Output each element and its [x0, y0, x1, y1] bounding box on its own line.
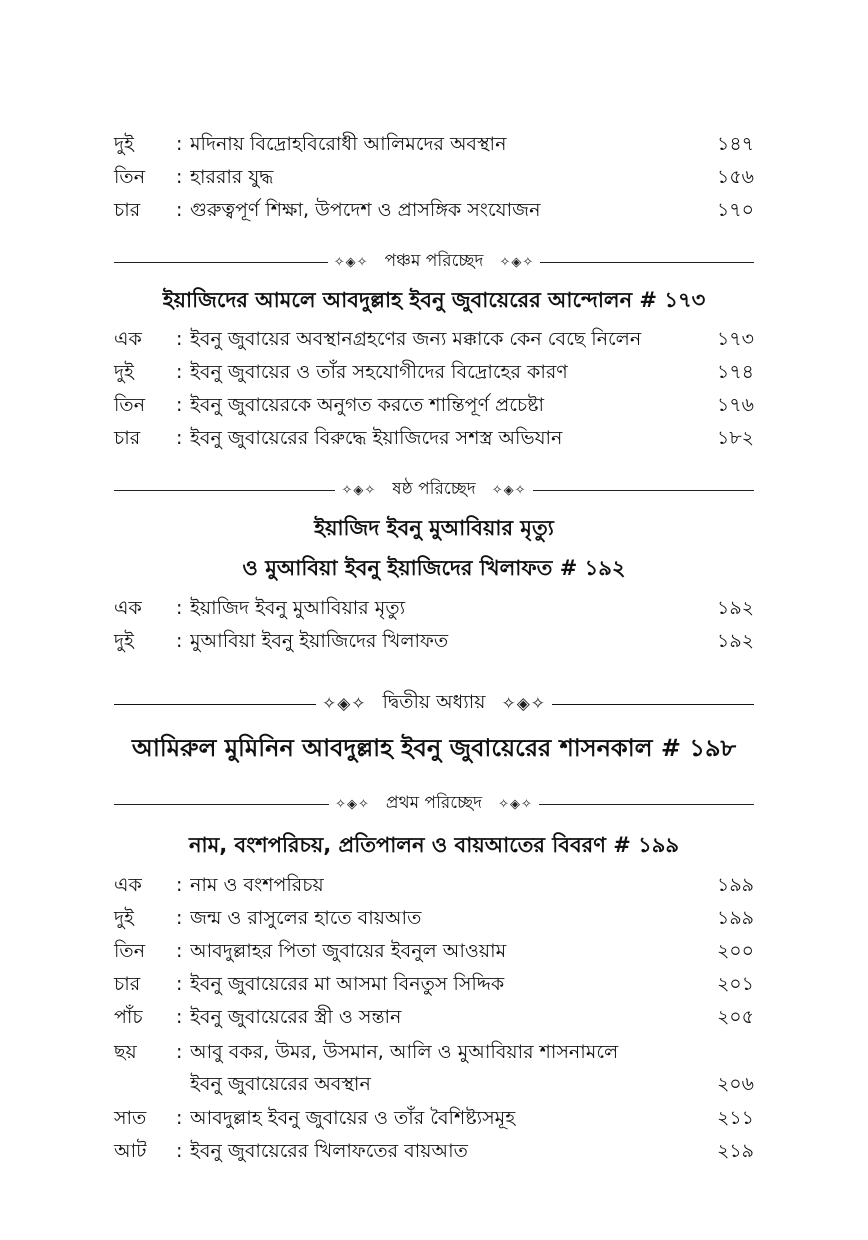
entry-number: দুই [114, 630, 134, 652]
ornament-icon: ✧◈✧ [335, 796, 370, 812]
entry-number: চার [114, 427, 141, 449]
divider-label: পঞ্চম পরিচ্ছেদ [384, 251, 484, 271]
entry-title: ইবনু জুবায়েরের খিলাফতের বায়আত [190, 1140, 468, 1162]
toc-entry [114, 1001, 754, 1033]
divider-line [533, 490, 754, 491]
entry-colon: : [176, 874, 183, 896]
divider-line [114, 490, 335, 491]
section-heading: নাম, বংশপরিচয়, প্রতিপালন ও বায়আতের বিবরণ # ১৯৯ [188, 833, 679, 857]
divider-line [552, 704, 754, 705]
entry-number: ছয় [114, 1041, 137, 1063]
toc-entry [114, 935, 754, 967]
entry-title: হাররার যুদ্ধ [190, 166, 274, 188]
entry-title: মুআবিয়া ইবনু ইয়াজিদের খিলাফত [190, 630, 449, 652]
entry-number: তিন [114, 940, 146, 962]
entry-page-number: ২০৬ [716, 1073, 754, 1095]
entry-number: এক [114, 328, 142, 350]
entry-colon: : [176, 361, 183, 383]
divider-line [540, 262, 754, 263]
toc-entry [114, 625, 754, 657]
entry-number: দুই [114, 907, 134, 929]
toc-entry-continuation [114, 1068, 754, 1100]
entry-title: ইবনু জুবায়ের ও তাঁর সহযোগীদের বিদ্রোহের কারণ [190, 361, 568, 383]
entry-colon: : [176, 940, 183, 962]
toc-entry [114, 592, 754, 624]
divider-line [114, 704, 316, 705]
entry-page-number: ১৯২ [716, 597, 754, 619]
entry-colon: : [176, 328, 183, 350]
ornament-icon: ✧◈✧ [333, 254, 369, 270]
divider-label: ষষ্ঠ পরিচ্ছেদ [392, 479, 476, 499]
toc-entry [114, 1036, 754, 1068]
entry-page-number: ১৫৬ [716, 166, 754, 188]
entry-page-number: ১৯৯ [717, 874, 754, 896]
section-divider [114, 789, 754, 819]
entry-title: আবু বকর, উমর, উসমান, আলি ও মুআবিয়ার শাসনামলে [190, 1041, 619, 1063]
toc-entry [114, 194, 754, 226]
toc-entry [114, 356, 754, 388]
toc-entry [114, 1135, 754, 1167]
entry-title: ইবনু জুবায়েরকে অনুগত করতে শান্তিপূর্ণ প্রচেষ্টা [190, 394, 545, 416]
entry-colon: : [176, 1041, 183, 1063]
toc-entry [114, 1102, 754, 1134]
entry-colon: : [176, 907, 183, 929]
chapter-divider [114, 689, 754, 719]
toc-entry [114, 161, 754, 193]
entry-page-number: ১৭৪ [716, 361, 754, 383]
entry-colon: : [176, 1006, 183, 1028]
section-heading-line1: ইয়াজিদ ইবনু মুআবিয়ার মৃত্যু [314, 516, 554, 540]
section-divider [114, 247, 754, 277]
entry-colon: : [176, 427, 183, 449]
entry-number: আট [114, 1140, 147, 1162]
entry-page-number: ১৮২ [716, 427, 754, 449]
divider-line [114, 262, 328, 263]
entry-page-number: ১৯২ [716, 630, 754, 652]
entry-title: ইবনু জুবায়েরের মা আসমা বিনতুস সিদ্দিক [190, 973, 505, 995]
toc-entry [114, 389, 754, 421]
entry-page-number: ১৭০ [716, 199, 754, 221]
ornament-icon: ✧◈✧ [501, 694, 547, 714]
entry-colon: : [176, 630, 183, 652]
entry-number: তিন [114, 166, 146, 188]
ornament-icon: ✧◈✧ [498, 796, 533, 812]
entry-page-number: ১৪৭ [716, 133, 754, 155]
entry-page-number: ১৯৯ [717, 907, 754, 929]
chapter-heading: আমিরুল মুমিনিন আবদুল্লাহ ইবনু জুবায়েরের শাসনকাল # ১৯৮ [131, 734, 737, 762]
entry-title: ইবনু জুবায়েরের বিরুদ্ধে ইয়াজিদের সশস্ত্র অভিযান [190, 427, 563, 449]
entry-colon: : [176, 1107, 183, 1129]
entry-number: চার [114, 199, 141, 221]
ornament-icon: ✧◈✧ [321, 694, 367, 714]
toc-entry [114, 968, 754, 1000]
entry-page-number: ২০৫ [716, 1006, 754, 1028]
section-heading: ইয়াজিদের আমলে আবদুল্লাহ ইবনু জুবায়েরের আন্দোলন # ১৭৩ [162, 288, 706, 312]
entry-title: ইয়াজিদ ইবনু মুআবিয়ার মৃত্যু [190, 597, 406, 619]
divider-label: প্রথম পরিচ্ছেদ [385, 793, 483, 813]
toc-entry [114, 902, 754, 934]
entry-number: এক [114, 874, 142, 896]
entry-title: ইবনু জুবায়ের অবস্থানগ্রহণের জন্য মক্কাকে কেন বেছে নিলেন [190, 328, 642, 350]
entry-page-number: ২১৯ [716, 1140, 754, 1162]
entry-number: সাত [114, 1107, 147, 1129]
toc-entry [114, 869, 754, 901]
entry-number: দুই [114, 133, 134, 155]
toc-entry [114, 128, 754, 160]
entry-title: মদিনায় বিদ্রোহবিরোধী আলিমদের অবস্থান [190, 133, 507, 155]
ornament-icon: ✧◈✧ [499, 254, 535, 270]
section-divider [114, 475, 754, 505]
entry-page-number: ২০০ [716, 940, 754, 962]
entry-title: আবদুল্লাহ ইবনু জুবায়ের ও তাঁর বৈশিষ্ট্যসমূহ [190, 1107, 516, 1129]
entry-title: নাম ও বংশপরিচয় [190, 874, 324, 896]
entry-colon: : [176, 973, 183, 995]
entry-colon: : [176, 394, 183, 416]
section-heading-line2: ও মুআবিয়া ইবনু ইয়াজিদের খিলাফত # ১৯২ [242, 556, 626, 580]
entry-title: ইবনু জুবায়েরের স্ত্রী ও সন্তান [190, 1006, 402, 1028]
ornament-icon: ✧◈✧ [341, 482, 377, 498]
entry-colon: : [176, 133, 183, 155]
entry-title: গুরুত্বপূর্ণ শিক্ষা, উপদেশ ও প্রাসঙ্গিক সংযোজন [190, 199, 541, 221]
entry-page-number: ১৭৩ [716, 328, 754, 350]
divider-line [114, 804, 329, 805]
entry-title: আবদুল্লাহর পিতা জুবায়ের ইবনুল আওয়াম [190, 940, 507, 962]
divider-line [539, 804, 754, 805]
entry-page-number: ১৭৬ [716, 394, 754, 416]
entry-colon: : [176, 166, 183, 188]
entry-title: জন্ম ও রাসুলের হাতে বায়আত [190, 907, 422, 929]
entry-title-continuation: ইবনু জুবায়েরের অবস্থান [190, 1073, 371, 1095]
entry-number: এক [114, 597, 142, 619]
entry-number: দুই [114, 361, 134, 383]
entry-page-number: ২০১ [716, 973, 754, 995]
entry-colon: : [176, 597, 183, 619]
entry-number: চার [114, 973, 141, 995]
entry-colon: : [176, 1140, 183, 1162]
entry-colon: : [176, 199, 183, 221]
ornament-icon: ✧◈✧ [491, 482, 527, 498]
entry-page-number: ২১১ [716, 1107, 754, 1129]
entry-number: তিন [114, 394, 146, 416]
entry-number: পাঁচ [114, 1006, 143, 1028]
chapter-label: দ্বিতীয় অধ্যায় [382, 691, 486, 713]
toc-entry [114, 323, 754, 355]
toc-entry [114, 422, 754, 454]
